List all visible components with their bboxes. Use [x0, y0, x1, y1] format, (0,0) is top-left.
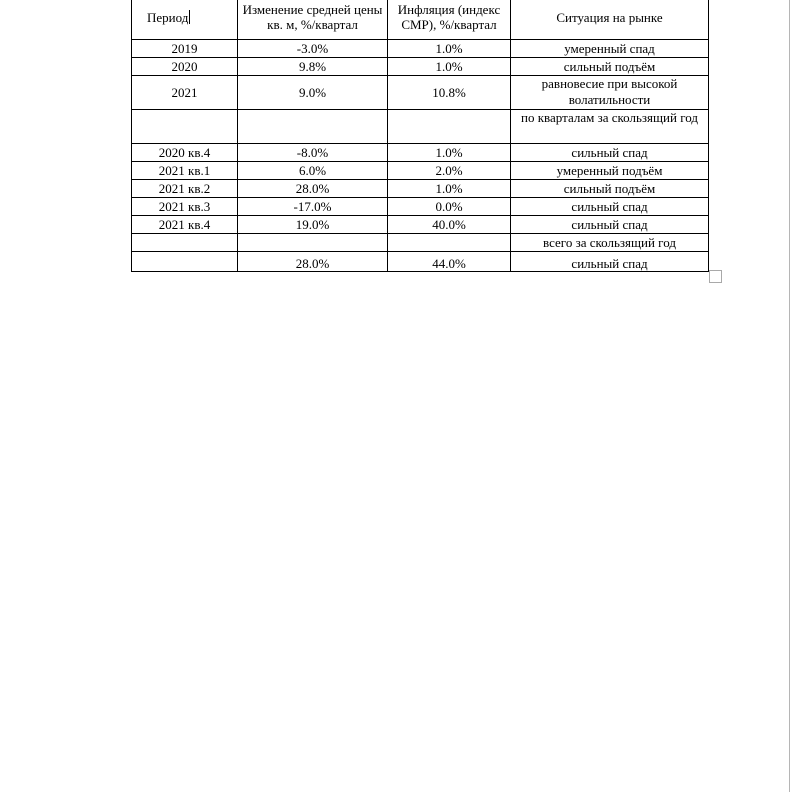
- cell-period[interactable]: 2021 кв.1: [132, 162, 238, 180]
- header-row: [132, 0, 709, 40]
- header-period: Период: [147, 9, 189, 25]
- table-row: [132, 180, 709, 198]
- table-row: [132, 40, 709, 58]
- page-edge: [789, 0, 790, 792]
- table-row: [132, 234, 709, 252]
- cell-price-change[interactable]: [238, 110, 388, 144]
- cell-inflation[interactable]: [388, 110, 511, 144]
- table-row: [132, 144, 709, 162]
- cell-inflation[interactable]: 1.0%: [388, 40, 511, 58]
- cell-situation[interactable]: умеренный подъём: [511, 162, 709, 180]
- table-row: [132, 198, 709, 216]
- cell-situation[interactable]: сильный спад: [511, 252, 709, 272]
- cell-inflation[interactable]: 44.0%: [388, 252, 511, 272]
- cell-situation[interactable]: сильный спад: [511, 198, 709, 216]
- header-inflation[interactable]: Инфляция (индекс СМР), %/квартал: [388, 0, 511, 40]
- cell-situation[interactable]: сильный подъём: [511, 58, 709, 76]
- cell-situation[interactable]: умеренный спад: [511, 40, 709, 58]
- table-row: [132, 162, 709, 180]
- cell-inflation[interactable]: 0.0%: [388, 198, 511, 216]
- cell-price-change[interactable]: [238, 234, 388, 252]
- cell-period[interactable]: 2020: [132, 58, 238, 76]
- cell-inflation[interactable]: 1.0%: [388, 144, 511, 162]
- cell-period[interactable]: [132, 110, 238, 144]
- table-row: [132, 252, 709, 272]
- cell-period[interactable]: 2021 кв.3: [132, 198, 238, 216]
- cell-price-change[interactable]: -8.0%: [238, 144, 388, 162]
- cell-price-change[interactable]: -17.0%: [238, 198, 388, 216]
- cell-situation[interactable]: сильный подъём: [511, 180, 709, 198]
- cell-situation[interactable]: по кварталам за скользящий год: [511, 110, 709, 144]
- cell-period[interactable]: [132, 252, 238, 272]
- cell-period[interactable]: 2021: [132, 76, 238, 110]
- cell-inflation[interactable]: 40.0%: [388, 216, 511, 234]
- cell-price-change[interactable]: 9.8%: [238, 58, 388, 76]
- cell-inflation[interactable]: 10.8%: [388, 76, 511, 110]
- table-row: [132, 76, 709, 110]
- cell-situation[interactable]: сильный спад: [511, 144, 709, 162]
- cell-price-change[interactable]: 6.0%: [238, 162, 388, 180]
- cell-inflation[interactable]: 1.0%: [388, 58, 511, 76]
- end-of-cell-marker: [709, 270, 722, 283]
- cell-price-change[interactable]: 28.0%: [238, 180, 388, 198]
- cell-price-change[interactable]: 9.0%: [238, 76, 388, 110]
- cell-price-change[interactable]: 19.0%: [238, 216, 388, 234]
- text-cursor: [189, 10, 190, 24]
- table-row: [132, 216, 709, 234]
- market-situation-table: [131, 0, 709, 272]
- cell-situation[interactable]: равновесие при высокой волатильности: [511, 76, 709, 110]
- table-row: [132, 58, 709, 76]
- header-situation[interactable]: Ситуация на рынке: [511, 0, 709, 40]
- cell-price-change[interactable]: -3.0%: [238, 40, 388, 58]
- header-price-change[interactable]: Изменение средней цены кв. м, %/квартал: [238, 0, 388, 40]
- header-period-cell[interactable]: [132, 0, 238, 40]
- cell-situation[interactable]: всего за скользящий год: [511, 234, 709, 252]
- cell-period[interactable]: 2019: [132, 40, 238, 58]
- cell-inflation[interactable]: 2.0%: [388, 162, 511, 180]
- cell-inflation[interactable]: 1.0%: [388, 180, 511, 198]
- cell-period[interactable]: 2021 кв.2: [132, 180, 238, 198]
- cell-price-change[interactable]: 28.0%: [238, 252, 388, 272]
- cell-period[interactable]: 2021 кв.4: [132, 216, 238, 234]
- cell-period[interactable]: 2020 кв.4: [132, 144, 238, 162]
- cell-situation[interactable]: сильный спад: [511, 216, 709, 234]
- table-row: [132, 110, 709, 144]
- cell-period[interactable]: [132, 234, 238, 252]
- cell-inflation[interactable]: [388, 234, 511, 252]
